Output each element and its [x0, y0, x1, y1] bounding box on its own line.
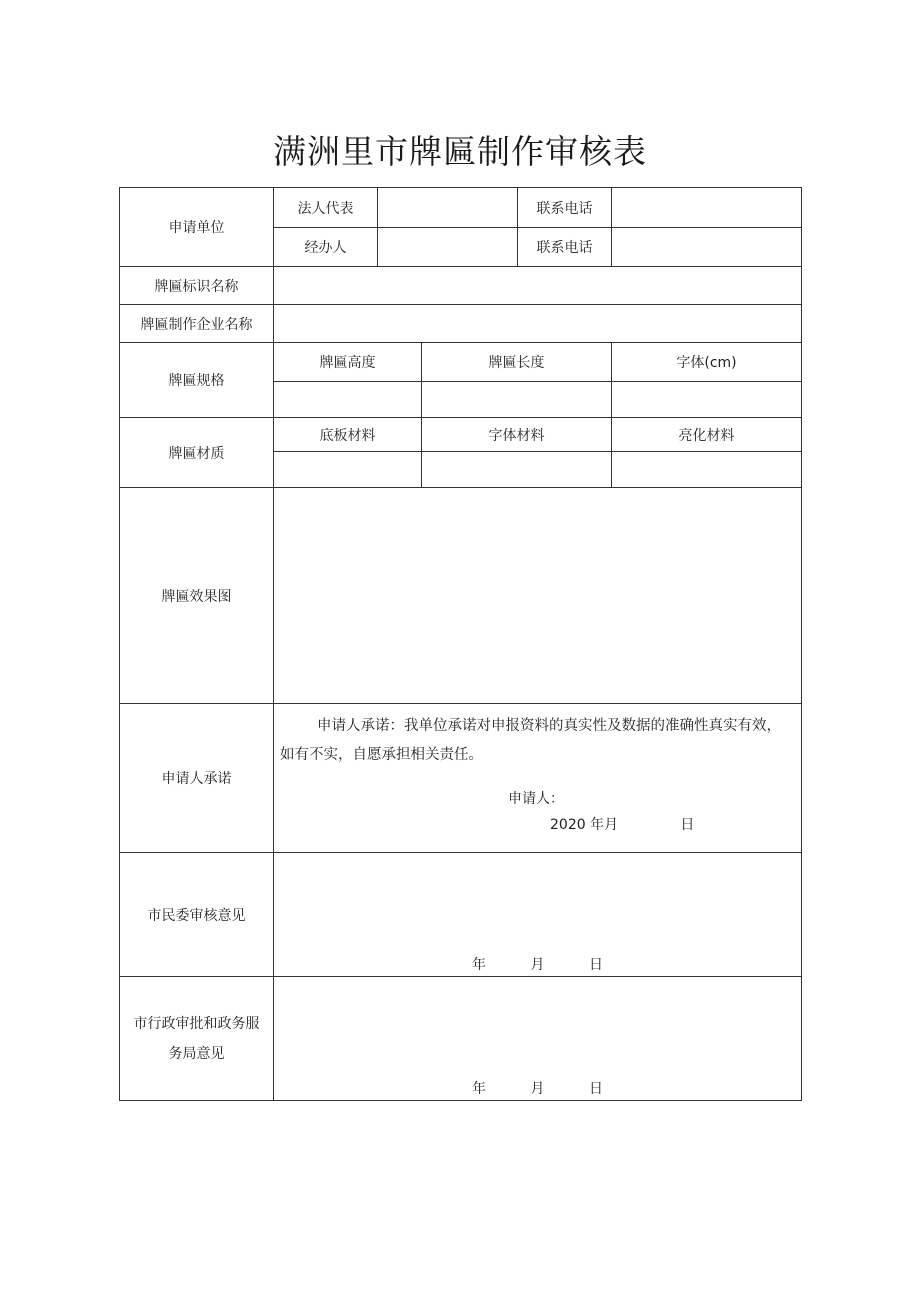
contact-phone-label: 联系电话	[518, 228, 612, 267]
table-row	[120, 704, 802, 853]
promise-label: 申请人承诺	[120, 704, 274, 853]
table-row	[120, 305, 802, 343]
table-row	[120, 418, 802, 452]
committee-opinion-field[interactable]	[274, 853, 802, 977]
contact-phone-label: 联系电话	[518, 188, 612, 228]
base-material-label: 底板材料	[274, 418, 422, 452]
table-row	[120, 343, 802, 382]
material-label: 牌匾材质	[120, 418, 274, 488]
admin-opinion-label-line1: 市行政审批和政务服	[133, 1015, 260, 1032]
admin-opinion-label-line2: 务局意见	[168, 1045, 225, 1062]
legal-rep-phone-field[interactable]	[612, 188, 802, 228]
page-title: 满洲里市牌匾制作审核表	[273, 132, 647, 171]
base-material-field[interactable]	[274, 452, 422, 488]
sign-name-field[interactable]	[274, 267, 802, 305]
spec-font-label: 字体(cm)	[612, 343, 802, 382]
maker-company-label: 牌匾制作企业名称	[120, 305, 274, 343]
admin-opinion-field[interactable]	[274, 977, 802, 1101]
promise-cell	[274, 704, 802, 853]
effect-image-area[interactable]	[274, 488, 802, 704]
review-form-table	[119, 187, 802, 1101]
table-row	[120, 853, 802, 977]
table-row	[120, 977, 802, 1101]
table-row	[120, 488, 802, 704]
spec-label: 牌匾规格	[120, 343, 274, 418]
table-row	[120, 267, 802, 305]
agent-label: 经办人	[274, 228, 378, 267]
effect-image-label: 牌匾效果图	[120, 488, 274, 704]
font-material-label: 字体材料	[422, 418, 612, 452]
font-material-field[interactable]	[422, 452, 612, 488]
promise-text: 申请人承诺：我单位承诺对申报资料的真实性及数据的准确性真实有效，如有不实，自愿承担相关责任。	[280, 718, 781, 763]
spec-font-field[interactable]	[612, 382, 802, 418]
admin-date: 年 月 日	[472, 1081, 604, 1097]
committee-date: 年 月 日	[472, 957, 604, 973]
spec-height-label: 牌匾高度	[274, 343, 422, 382]
committee-opinion-label: 市民委审核意见	[120, 853, 274, 977]
spec-height-field[interactable]	[274, 382, 422, 418]
applicant-unit-label: 申请单位	[120, 188, 274, 267]
agent-phone-field[interactable]	[612, 228, 802, 267]
agent-field[interactable]	[378, 228, 518, 267]
sign-name-label: 牌匾标识名称	[120, 267, 274, 305]
table-row	[120, 188, 802, 228]
legal-rep-field[interactable]	[378, 188, 518, 228]
applicant-date: 2020 年月 日	[550, 817, 695, 833]
maker-company-field[interactable]	[274, 305, 802, 343]
spec-length-field[interactable]	[422, 382, 612, 418]
lighting-material-label: 亮化材料	[612, 418, 802, 452]
admin-opinion-label	[120, 977, 274, 1101]
applicant-signature-label: 申请人：	[508, 791, 564, 807]
lighting-material-field[interactable]	[612, 452, 802, 488]
spec-length-label: 牌匾长度	[422, 343, 612, 382]
legal-rep-label: 法人代表	[274, 188, 378, 228]
